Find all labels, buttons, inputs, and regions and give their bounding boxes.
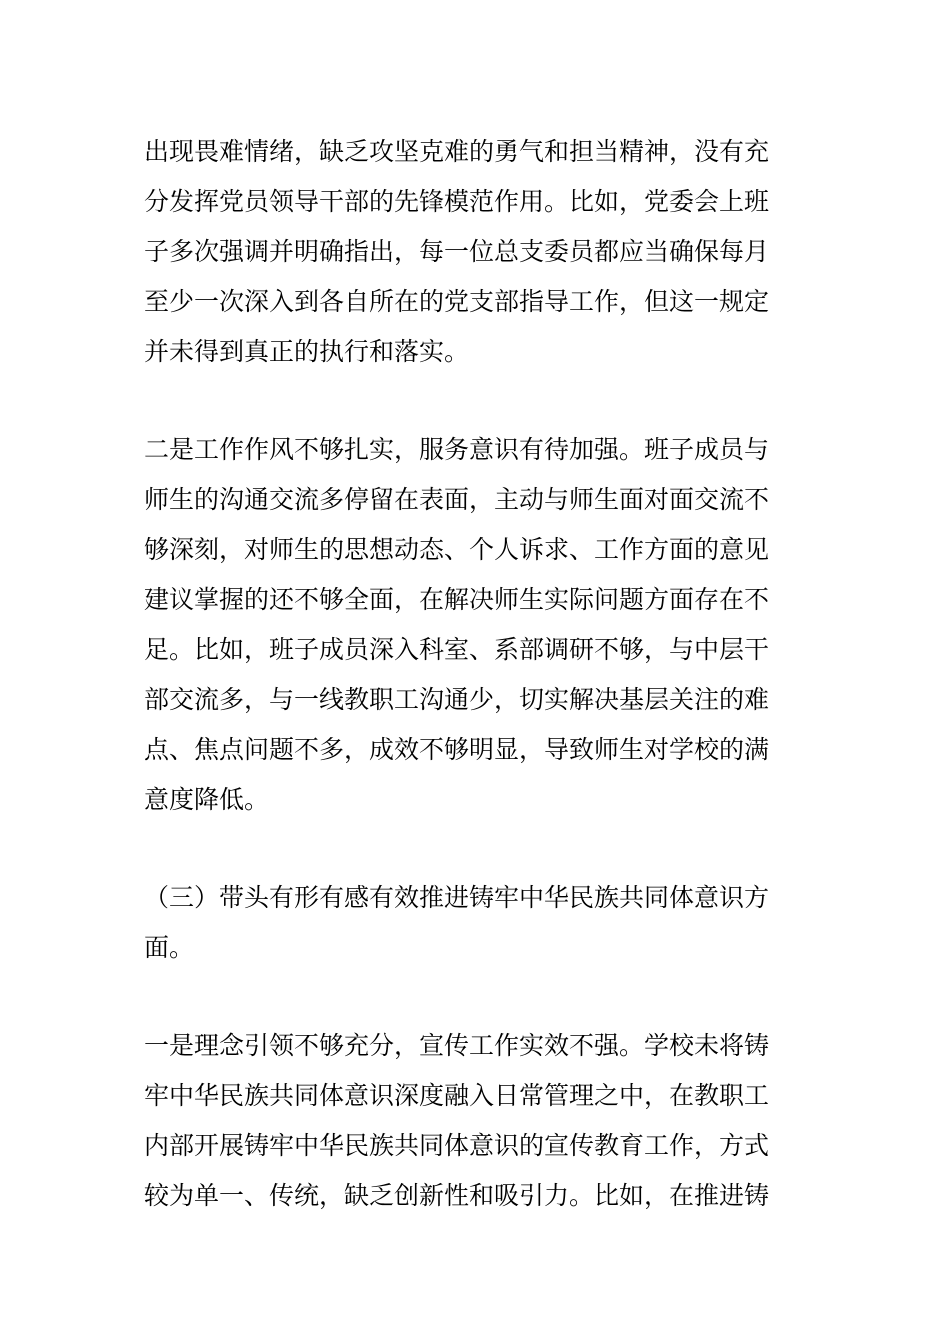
paragraph-line: 一是理念引领不够充分，宣传工作实效不强。学校未将铸: [144, 1031, 770, 1060]
paragraph-line: 内部开展铸牢中华民族共同体意识的宣传教育工作，方式: [144, 1131, 770, 1160]
paragraph-line: 建议掌握的还不够全面，在解决师生实际问题方面存在不: [144, 585, 770, 614]
paragraph-line: 意度降低。: [144, 785, 270, 814]
paragraph-4: [144, 1021, 824, 1221]
paragraph-line: 部交流多，与一线教职工沟通少，切实解决基层关注的难: [144, 685, 770, 714]
paragraph-line: 分发挥党员领导干部的先锋模范作用。比如，党委会上班: [144, 187, 770, 216]
paragraph-1: [144, 127, 824, 377]
heading-line: 面。: [144, 933, 195, 962]
paragraph-line: 足。比如，班子成员深入科室、系部调研不够，与中层干: [144, 635, 770, 664]
paragraph-line: 师生的沟通交流多停留在表面，主动与师生面对面交流不: [144, 485, 770, 514]
paragraph-2: [144, 425, 824, 825]
heading-line: （三）带头有形有感有效推进铸牢中华民族共同体意识方: [144, 883, 770, 912]
paragraph-line: 点、焦点问题不多，成效不够明显，导致师生对学校的满: [144, 735, 770, 764]
paragraph-line: 牢中华民族共同体意识深度融入日常管理之中，在教职工: [144, 1081, 770, 1110]
paragraph-line: 至少一次深入到各自所在的党支部指导工作，但这一规定: [144, 287, 770, 316]
paragraph-line: 出现畏难情绪，缺乏攻坚克难的勇气和担当精神，没有充: [144, 137, 770, 166]
paragraph-line: 并未得到真正的执行和落实。: [144, 337, 470, 366]
paragraph-line: 二是工作作风不够扎实，服务意识有待加强。班子成员与: [144, 435, 770, 464]
paragraph-line: 子多次强调并明确指出，每一位总支委员都应当确保每月: [144, 237, 770, 266]
paragraph-line: 够深刻，对师生的思想动态、个人诉求、工作方面的意见: [144, 535, 770, 564]
paragraph-line: 较为单一、传统，缺乏创新性和吸引力。比如，在推进铸: [144, 1181, 770, 1210]
section-heading: [144, 873, 824, 973]
